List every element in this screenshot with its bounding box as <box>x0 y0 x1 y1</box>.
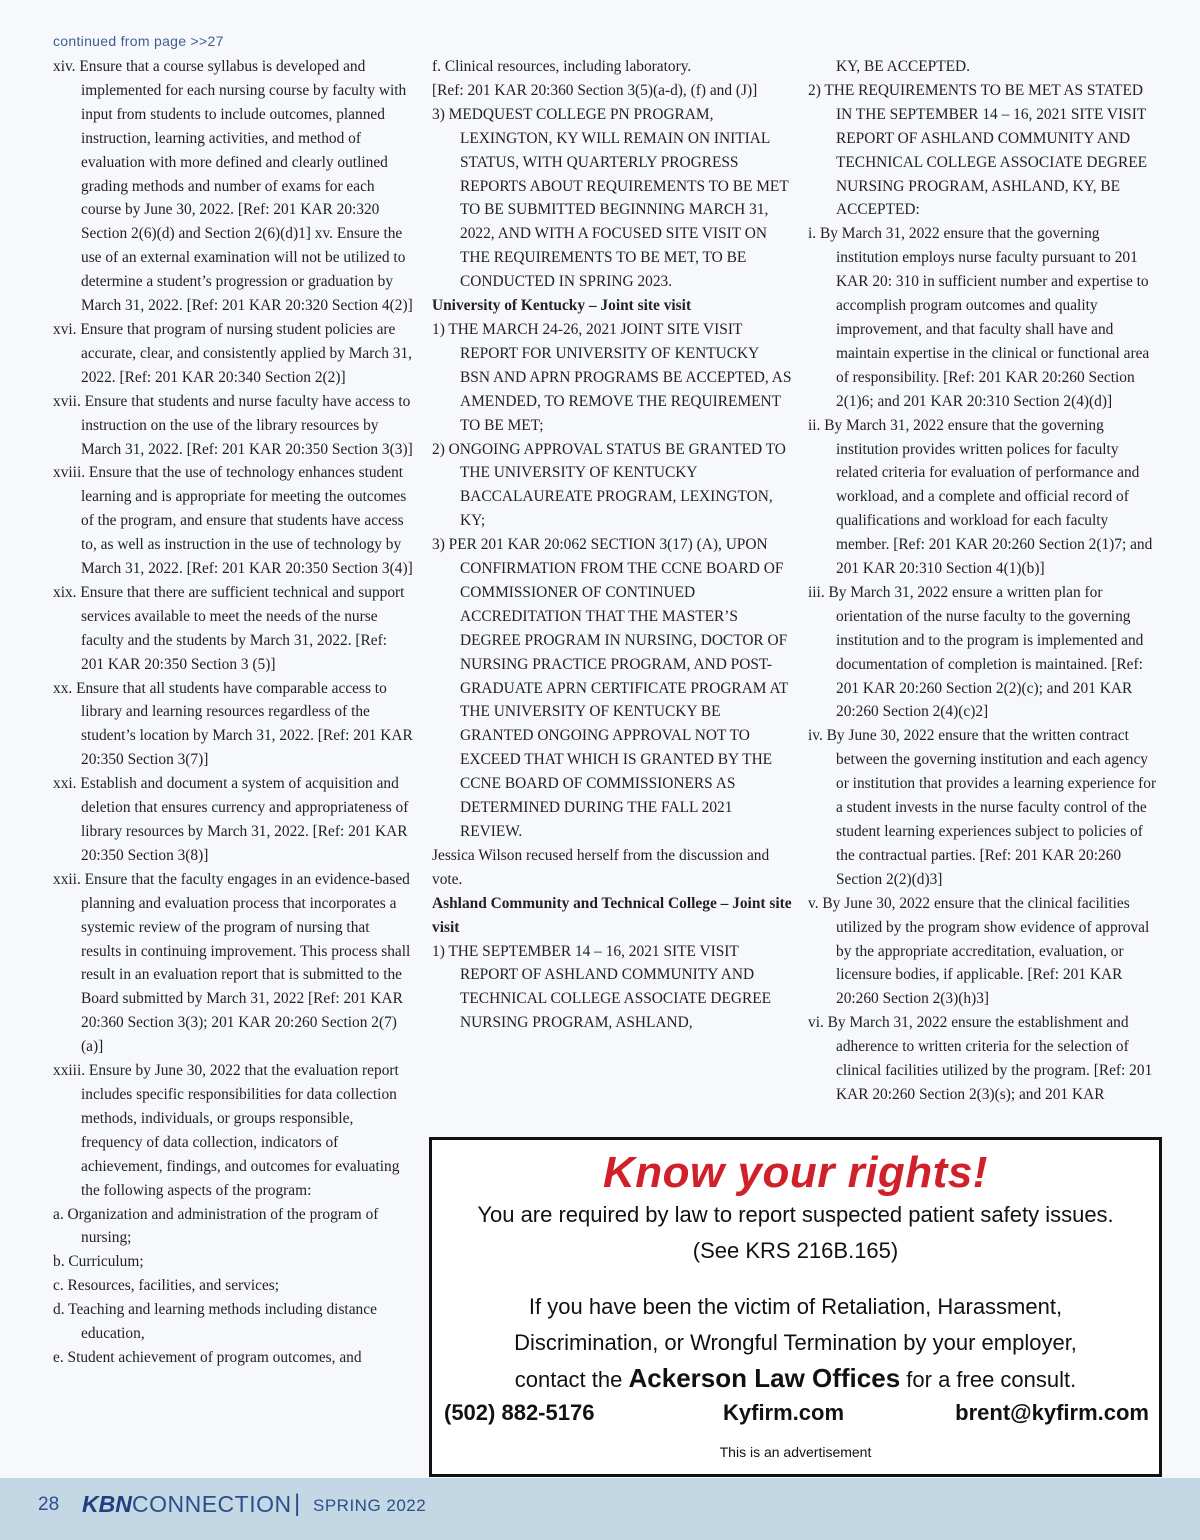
issue-season: SPRING 2022 <box>313 1496 427 1515</box>
ad-disclaimer: This is an advertisement <box>719 1444 872 1460</box>
column-1 <box>53 55 413 1370</box>
list-item: xx. Ensure that all students have comparable access to library and learning resources regardless of the student’s location by March 31, 2022. [Ref: 201 KAR 20:350 Section 3(7)] <box>53 679 413 769</box>
column-3 <box>808 55 1163 1107</box>
list-item: xvii. Ensure that students and nurse faculty have access to instruction on the use of the library resources by March 31, 2022. [Ref: 201 KAR 20:350 Section 3(3)] <box>53 392 413 458</box>
ad-line-suffix: for a free consult. <box>906 1367 1077 1392</box>
email-link[interactable]: brent@kyfirm.com <box>955 1400 1149 1425</box>
list-item: b. Curriculum; <box>53 1253 144 1271</box>
ad-line: Discrimination, or Wrongful Termination by your employer, <box>514 1330 1077 1355</box>
list-item: xiv. Ensure that a course syllabus is developed and implemented for each nursing course by faculty with input from students to include outcomes, planned instruction, learning activities, and method of evaluation with more defined and clearly outlined grading methods and number of exams for each course by June 30, 2022. [Ref: 201 KAR 20:320 Section 2(6)(d) and Section 2(6)(d)1] xv. Ensure the use of an external examination will not be utilized to determine a student’s progression or graduation by March 31, 2022. [Ref: 201 KAR 20:320 Section 4(2)] <box>53 58 413 315</box>
motion-item: 1) THE SEPTEMBER 14 – 16, 2021 SITE VISIT REPORT OF ASHLAND COMMUNITY AND TECHNICAL COLLEGE ASSOCIATE DEGREE NURSING PROGRAM, ASHLAND, <box>432 942 772 1032</box>
phone-number: (502) 882-5176 <box>444 1400 595 1425</box>
column-2 <box>432 55 792 1035</box>
ad-line: (See KRS 216B.165) <box>692 1238 899 1263</box>
list-item: vi. By March 31, 2022 ensure the establishment and adherence to written criteria for the selection of clinical facilities utilized by the program. [Ref: 201 KAR 20:260 Section 2(3)(s); and 201 KAR <box>808 1014 1153 1103</box>
list-item: i. By March 31, 2022 ensure that the governing institution employs nurse faculty pursuant to 201 KAR 20: 310 in sufficient number and expertise to accomplish program outcomes and quality improvement, and that faculty shall have and maintain expertise in the clinical or functional area of responsibility. [Ref: 201 KAR 20:260 Section 2(1)6; and 201 KAR 20:310 Section 2(4)(d)] <box>808 225 1150 410</box>
section-heading: Ashland Community and Technical College – Joint site visit <box>432 894 792 936</box>
motion-item: 2) ONGOING APPROVAL STATUS BE GRANTED TO THE UNIVERSITY OF KENTUCKY BACCALAUREATE PROGRAM, LEXINGTON, KY; <box>432 440 786 530</box>
continued-from-label: continued from page >>27 <box>53 33 224 49</box>
list-item: v. By June 30, 2022 ensure that the clinical facilities utilized by the program show evidence of approval by the appropriate accreditation, evaluation, or licensure bodies, if applicable. [Ref: 201 KAR 20:260 Section 2(3)(h)3] <box>808 894 1150 1008</box>
ad-line <box>432 1363 1159 1394</box>
list-item: d. Teaching and learning methods including distance education, <box>53 1301 377 1343</box>
list-item: xviii. Ensure that the use of technology enhances student learning and is appropriate for meeting the outcomes of the program, and ensure that students have access to, as well as instruction in the use of technology by March 31, 2022. [Ref: 201 KAR 20:350 Section 3(4)] <box>53 464 413 578</box>
list-item: xxiii. Ensure by June 30, 2022 that the evaluation report includes specific responsibilities for data collection methods, individuals, or groups responsible, frequency of data collection, indicators of achievement, findings, and outcomes for evaluating the following aspects of the program: <box>53 1062 400 1199</box>
list-item: iii. By March 31, 2022 ensure a written plan for orientation of the nurse faculty to the governing institution and to the program is implemented and documentation of completion is maintained. [Ref: 201 KAR 20:260 Section 2(2)(c); and 201 KAR 20:260 Section 2(4)(c)2] <box>808 583 1144 721</box>
advertisement-box <box>429 1137 1162 1477</box>
list-item: iv. By June 30, 2022 ensure that the written contract between the governing institution and each agency or institution that provides a learning experience for a student invests in the nurse faculty control of the student learning experiences subject to policies of the contractual parties. [Ref: 201 KAR 20:260 Section 2(2)(d)3] <box>808 727 1157 888</box>
reference-text: [Ref: 201 KAR 20:360 Section 3(5)(a-d), (f) and (J)] <box>432 81 758 99</box>
page-footer <box>0 1478 1200 1540</box>
list-item: xxii. Ensure that the faculty engages in an evidence-based planning and evaluation process that incorporates a systemic review of the program of nursing that results in continuing improvement. This process shall result in an evaluation report that is submitted to the Board submitted by March 31, 2022 [Ref: 201 KAR 20:360 Section 3(3); 201 KAR 20:260 Section 2(7)(a)] <box>53 870 411 1056</box>
magazine-logo-kbn: KBN <box>82 1491 132 1517</box>
ad-line: If you have been the victim of Retaliation, Harassment, <box>528 1294 1063 1319</box>
list-item: e. Student achievement of program outcomes, and <box>53 1348 362 1366</box>
list-item: c. Resources, facilities, and services; <box>53 1277 280 1295</box>
list-item: xvi. Ensure that program of nursing student policies are accurate, clear, and consistently applied by March 31, 2022. [Ref: 201 KAR 20:340 Section 2(2)] <box>53 320 413 386</box>
ad-title: Know your rights! <box>603 1148 988 1197</box>
ad-line: You are required by law to report suspected patient safety issues. <box>477 1202 1114 1227</box>
motion-item: 2) THE REQUIREMENTS TO BE MET AS STATED IN THE SEPTEMBER 14 – 16, 2021 SITE VISIT REPORT OF ASHLAND COMMUNITY AND TECHNICAL COLLEGE ASSOCIATE DEGREE NURSING PROGRAM, ASHLAND, KY, BE ACCEPTED: <box>808 81 1148 219</box>
section-heading: University of Kentucky – Joint site visit <box>432 297 692 315</box>
list-item: xix. Ensure that there are sufficient technical and support services available to meet the needs of the nurse faculty and the students by March 31, 2022. [Ref: 201 KAR 20:350 Section 3 (5)] <box>53 583 405 673</box>
page-number: 28 <box>38 1494 60 1515</box>
list-item: f. Clinical resources, including laboratory. <box>432 58 692 75</box>
list-item: xxi. Establish and document a system of acquisition and deletion that ensures currency and appropriateness of library resources by March 31, 2022. [Ref: 201 KAR 20:350 Section 3(8)] <box>53 775 409 864</box>
recusal-note: Jessica Wilson recused herself from the discussion and vote. <box>432 846 770 888</box>
motion-item: 3) MEDQUEST COLLEGE PN PROGRAM, LEXINGTON, KY WILL REMAIN ON INITIAL STATUS, WITH QUARTERLY PROGRESS REPORTS ABOUT REQUIREMENTS TO BE MET TO BE SUBMITTED BEGINNING MARCH 31, 2022, AND WITH A FOCUSED SITE VISIT ON THE REQUIREMENTS TO BE MET, TO BE CONDUCTED IN SPRING 2023. <box>432 105 789 291</box>
list-item: ii. By March 31, 2022 ensure that the governing institution provides written polices for faculty related criteria for evaluation of performance and workload, and a complete and official record of qualifications and workload for each faculty member. [Ref: 201 KAR 20:260 Section 2(1)7; and 201 KAR 20:310 Section 4(1)(b)] <box>808 416 1153 578</box>
law-office-name: Ackerson Law Offices <box>628 1363 901 1393</box>
motion-item: 1) THE MARCH 24-26, 2021 JOINT SITE VISIT REPORT FOR UNIVERSITY OF KENTUCKY BSN AND APRN PROGRAMS BE ACCEPTED, AS AMENDED, TO REMOVE THE REQUIREMENT TO BE MET; <box>432 320 792 434</box>
ad-line-prefix: contact the <box>514 1367 623 1392</box>
motion-item: 3) PER 201 KAR 20:062 SECTION 3(17) (A), UPON CONFIRMATION FROM THE CCNE BOARD OF COMMISSIONER OF CONTINUED ACCREDITATION THAT THE MASTER’S DEGREE PROGRAM IN NURSING, DOCTOR OF NURSING PRACTICE PROGRAM, AND POST-GRADUATE APRN CERTIFICATE PROGRAM AT THE UNIVERSITY OF KENTUCKY BE GRANTED ONGOING APPROVAL NOT TO EXCEED THAT WHICH IS GRANTED BY THE CCNE BOARD OF COMMISSIONERS AS DETERMINED DURING THE FALL 2021 REVIEW. <box>432 536 789 840</box>
magazine-logo-connection: CONNECTION <box>132 1491 292 1517</box>
motion-item: KY, BE ACCEPTED. <box>836 58 970 75</box>
list-item: a. Organization and administration of the program of nursing; <box>53 1205 379 1247</box>
footer-separator: | <box>294 1490 301 1517</box>
website-link[interactable]: Kyfirm.com <box>723 1400 845 1425</box>
